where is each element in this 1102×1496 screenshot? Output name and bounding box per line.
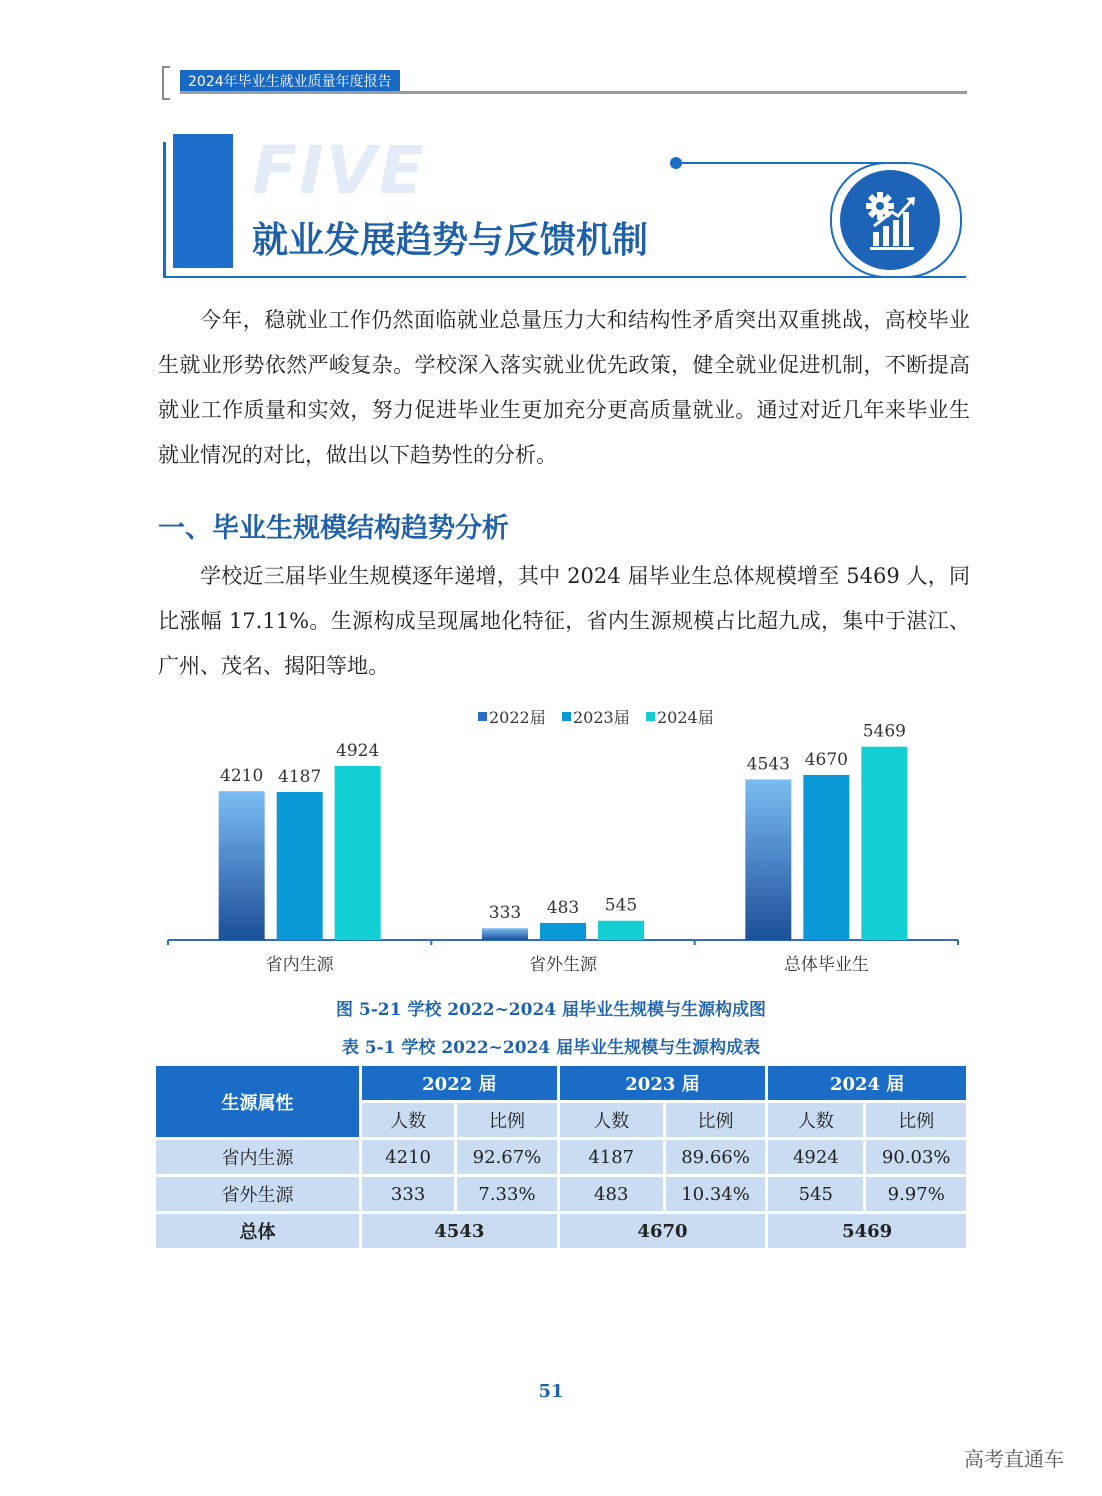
table-year-header: 2023 届 [560, 1066, 766, 1100]
table-subheader: 比例 [457, 1103, 556, 1137]
header-rule [180, 91, 967, 94]
header-bracket [162, 66, 170, 100]
table-row-label: 省外生源 [156, 1177, 359, 1211]
table-total-row [156, 1214, 966, 1248]
category-label: 省内生源 [265, 955, 334, 975]
bar-2023届 [803, 775, 849, 940]
bar-2023届 [540, 923, 586, 940]
data-label: 333 [488, 903, 522, 924]
table-cell: 9.97% [866, 1177, 966, 1211]
table-cell: 4210 [362, 1140, 454, 1174]
watermark: 高考直通车 [964, 1447, 1064, 1471]
bar-2024届 [335, 766, 381, 940]
table-total-label: 总体 [156, 1214, 359, 1248]
bar-2024届 [598, 921, 644, 940]
figure-caption: 图 5-21 学校 2022~2024 届毕业生规模与生源构成图 [335, 1000, 767, 1020]
table-subheader: 人数 [768, 1103, 863, 1137]
table-cell: 90.03% [866, 1140, 966, 1174]
enrollment-table [153, 1063, 969, 1251]
data-label: 545 [604, 895, 638, 916]
legend-swatch [562, 712, 571, 721]
data-label: 4670 [804, 749, 848, 770]
table-total-cell: 5469 [768, 1214, 966, 1248]
table-subheader: 比例 [666, 1103, 765, 1137]
legend-label: 2022届 [489, 708, 546, 727]
bar-2022届 [745, 779, 791, 940]
legend-swatch [478, 712, 487, 721]
section-paragraph: 学校近三届毕业生规模逐年递增，其中 2024 届毕业生总体规模增至 5469 人，同比涨幅 17.11%。生源构成呈现属地化特征，省内生源规模占比超九成，集中于湛江、广州、茂名、揭阳等地。 [158, 564, 970, 678]
table-cell: 10.34% [666, 1177, 765, 1211]
data-label: 483 [546, 897, 580, 918]
enrollment-bar-chart [150, 700, 962, 990]
category-label: 省外生源 [529, 955, 597, 975]
table-cell: 333 [362, 1177, 454, 1211]
chapter-decor-dot [670, 157, 682, 169]
chapter-accent-block [173, 134, 233, 268]
table-cell: 7.33% [457, 1177, 556, 1211]
intro-paragraph: 今年，稳就业工作仍然面临就业总量压力大和结构性矛盾突出双重挑战，高校毕业生就业形势依然严峻复杂。学校深入落实就业优先政策，健全就业促进机制，不断提高就业工作质量和实效，努力促进毕业生更加充分更高质量就业。通过对近几年来毕业生就业情况的对比，做出以下趋势性的分析。 [158, 308, 970, 467]
bar-2023届 [277, 792, 323, 940]
table-total-cell: 4670 [560, 1214, 766, 1248]
table-year-header: 2022 届 [362, 1066, 557, 1100]
chapter-title: 就业发展趋势与反馈机制 [252, 220, 649, 261]
table-row-label: 省内生源 [156, 1140, 359, 1174]
table-corner-header: 生源属性 [156, 1066, 359, 1137]
table-cell: 4924 [768, 1140, 863, 1174]
page-number: 51 [538, 1381, 564, 1402]
bar-2022届 [482, 928, 528, 940]
table-total-cell: 4543 [362, 1214, 557, 1248]
table-header-row [156, 1066, 966, 1100]
report-title: 2024年毕业生就业质量年度报告 [180, 70, 400, 94]
table-cell: 89.66% [666, 1140, 765, 1174]
data-label: 4210 [220, 766, 264, 787]
legend-swatch [646, 712, 655, 721]
table-subheader: 人数 [362, 1103, 454, 1137]
table-cell: 545 [768, 1177, 863, 1211]
bar-2022届 [219, 791, 265, 940]
data-label: 5469 [862, 721, 906, 742]
data-label: 4924 [336, 740, 380, 761]
data-label: 4187 [278, 767, 322, 788]
gear-growth-chart-icon [840, 170, 940, 270]
table-caption: 表 5-1 学校 2022~2024 届毕业生规模与生源构成表 [341, 1038, 761, 1058]
table-row [156, 1177, 966, 1211]
table-cell: 4187 [560, 1140, 663, 1174]
legend-label: 2024届 [657, 708, 714, 727]
data-label: 4543 [746, 754, 790, 775]
table-year-header: 2024 届 [768, 1066, 966, 1100]
table-cell: 483 [560, 1177, 663, 1211]
chapter-label: FIVE [252, 132, 426, 209]
section-title: 一、毕业生规模结构趋势分析 [158, 513, 509, 544]
table-subheader: 人数 [560, 1103, 663, 1137]
table-cell: 92.67% [457, 1140, 556, 1174]
table-row [156, 1140, 966, 1174]
bar-2024届 [861, 747, 907, 940]
legend-label: 2023届 [573, 708, 630, 727]
category-label: 总体毕业生 [783, 955, 869, 975]
table-subheader: 比例 [866, 1103, 966, 1137]
